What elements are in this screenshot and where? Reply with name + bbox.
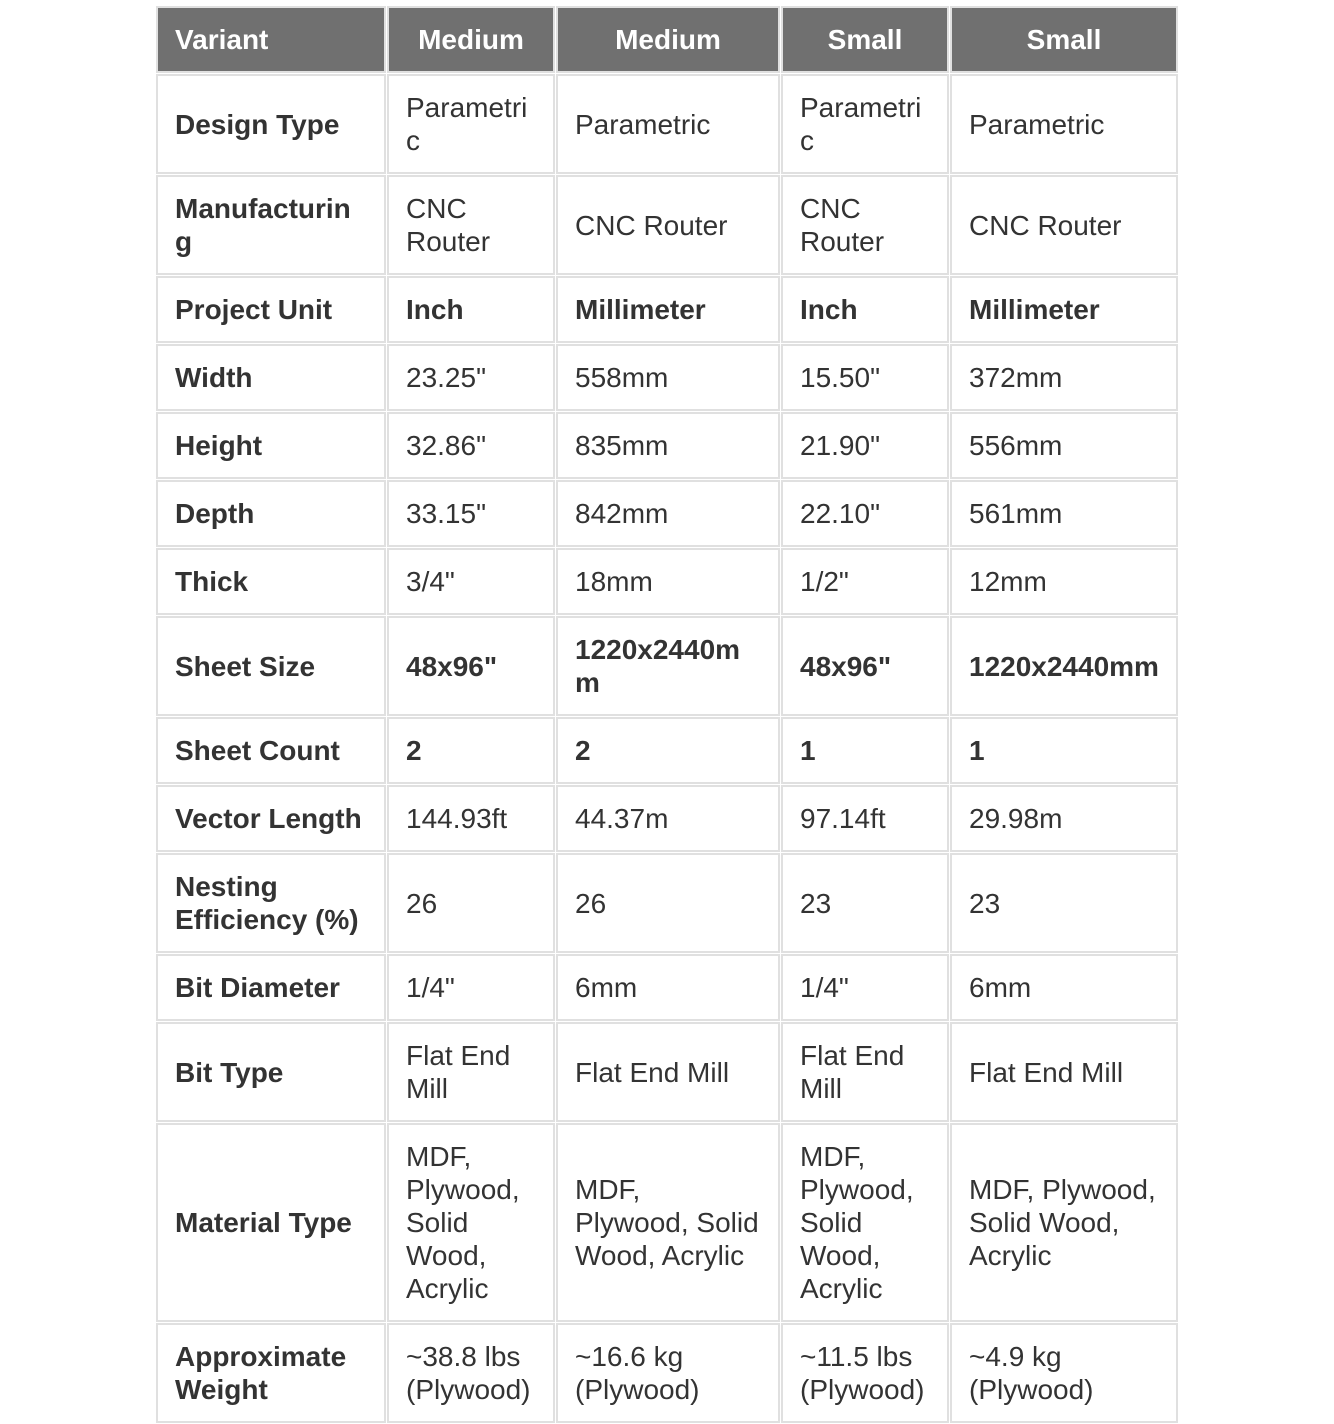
row-value: Flat End Mill — [781, 1022, 949, 1122]
spec-row — [156, 616, 1178, 716]
row-value: Inch — [781, 276, 949, 343]
row-value: 1 — [781, 717, 949, 784]
row-value: 1220x2440mm — [950, 616, 1178, 716]
row-label: Bit Type — [156, 1022, 386, 1122]
row-value: MDF, Plywood, Solid Wood, Acrylic — [387, 1123, 555, 1322]
row-value: 23 — [950, 853, 1178, 953]
row-value: 32.86" — [387, 412, 555, 479]
spec-row — [156, 548, 1178, 615]
row-value: MDF, Plywood, Solid Wood, Acrylic — [556, 1123, 780, 1322]
row-value: 1/4" — [781, 954, 949, 1021]
row-value: MDF, Plywood, Solid Wood, Acrylic — [781, 1123, 949, 1322]
row-value: 44.37m — [556, 785, 780, 852]
row-value: 23 — [781, 853, 949, 953]
row-value: 561mm — [950, 480, 1178, 547]
header-cell-small-mm: Small — [950, 6, 1178, 73]
row-value: Inch — [387, 276, 555, 343]
row-value: 556mm — [950, 412, 1178, 479]
row-value: Flat End Mill — [387, 1022, 555, 1122]
spec-row — [156, 954, 1178, 1021]
row-value: 1/2" — [781, 548, 949, 615]
row-label: Width — [156, 344, 386, 411]
row-value: 29.98m — [950, 785, 1178, 852]
row-value: 97.14ft — [781, 785, 949, 852]
row-value: 48x96" — [387, 616, 555, 716]
spec-row — [156, 480, 1178, 547]
spec-row — [156, 785, 1178, 852]
row-value: 372mm — [950, 344, 1178, 411]
row-value: 26 — [387, 853, 555, 953]
row-value: Flat End Mill — [950, 1022, 1178, 1122]
variant-spec-table — [155, 5, 1179, 1424]
row-value: 33.15" — [387, 480, 555, 547]
row-label: Depth — [156, 480, 386, 547]
row-value: 558mm — [556, 344, 780, 411]
header-cell-medium-mm: Medium — [556, 6, 780, 73]
row-value: 1220x2440mm — [556, 616, 780, 716]
row-label: Design Type — [156, 74, 386, 174]
spec-row — [156, 276, 1178, 343]
row-value: Flat End Mill — [556, 1022, 780, 1122]
spec-row — [156, 74, 1178, 174]
row-label: Material Type — [156, 1123, 386, 1322]
row-value: 1/4" — [387, 954, 555, 1021]
row-value: 2 — [387, 717, 555, 784]
row-label: Vector Length — [156, 785, 386, 852]
row-value: CNC Router — [950, 175, 1178, 275]
row-label: Nesting Efficiency (%) — [156, 853, 386, 953]
row-value: 15.50" — [781, 344, 949, 411]
row-label: Approximate Weight — [156, 1323, 386, 1423]
spec-row — [156, 1022, 1178, 1122]
spec-row — [156, 853, 1178, 953]
row-label: Thick — [156, 548, 386, 615]
row-value: 26 — [556, 853, 780, 953]
row-value: Parametric — [950, 74, 1178, 174]
row-value: 21.90" — [781, 412, 949, 479]
row-value: MDF, Plywood, Solid Wood, Acrylic — [950, 1123, 1178, 1322]
row-value: 23.25" — [387, 344, 555, 411]
row-value: 18mm — [556, 548, 780, 615]
header-cell-small-inch: Small — [781, 6, 949, 73]
spec-row — [156, 344, 1178, 411]
spec-row — [156, 717, 1178, 784]
row-value: 3/4" — [387, 548, 555, 615]
row-value: Millimeter — [556, 276, 780, 343]
row-value: 22.10" — [781, 480, 949, 547]
header-cell-medium-inch: Medium — [387, 6, 555, 73]
row-value: 12mm — [950, 548, 1178, 615]
row-value: ~4.9 kg (Plywood) — [950, 1323, 1178, 1423]
row-label: Manufacturing — [156, 175, 386, 275]
row-value: Parametric — [781, 74, 949, 174]
spec-row — [156, 175, 1178, 275]
row-value: 842mm — [556, 480, 780, 547]
row-label: Bit Diameter — [156, 954, 386, 1021]
spec-row — [156, 1123, 1178, 1322]
row-value: ~38.8 lbs (Plywood) — [387, 1323, 555, 1423]
row-value: Millimeter — [950, 276, 1178, 343]
row-value: ~16.6 kg (Plywood) — [556, 1323, 780, 1423]
row-value: CNC Router — [387, 175, 555, 275]
row-value: CNC Router — [781, 175, 949, 275]
row-value: 144.93ft — [387, 785, 555, 852]
row-value: Parametric — [556, 74, 780, 174]
row-label: Height — [156, 412, 386, 479]
header-row — [156, 6, 1178, 73]
row-value: 1 — [950, 717, 1178, 784]
row-value: CNC Router — [556, 175, 780, 275]
spec-row — [156, 1323, 1178, 1423]
row-value: 6mm — [556, 954, 780, 1021]
row-value: 48x96" — [781, 616, 949, 716]
row-value: Parametric — [387, 74, 555, 174]
row-label: Sheet Size — [156, 616, 386, 716]
spec-table-body — [156, 74, 1178, 1423]
row-label: Sheet Count — [156, 717, 386, 784]
row-label: Project Unit — [156, 276, 386, 343]
row-value: ~11.5 lbs (Plywood) — [781, 1323, 949, 1423]
row-value: 2 — [556, 717, 780, 784]
spec-row — [156, 412, 1178, 479]
row-value: 835mm — [556, 412, 780, 479]
header-cell-variant: Variant — [156, 6, 386, 73]
row-value: 6mm — [950, 954, 1178, 1021]
